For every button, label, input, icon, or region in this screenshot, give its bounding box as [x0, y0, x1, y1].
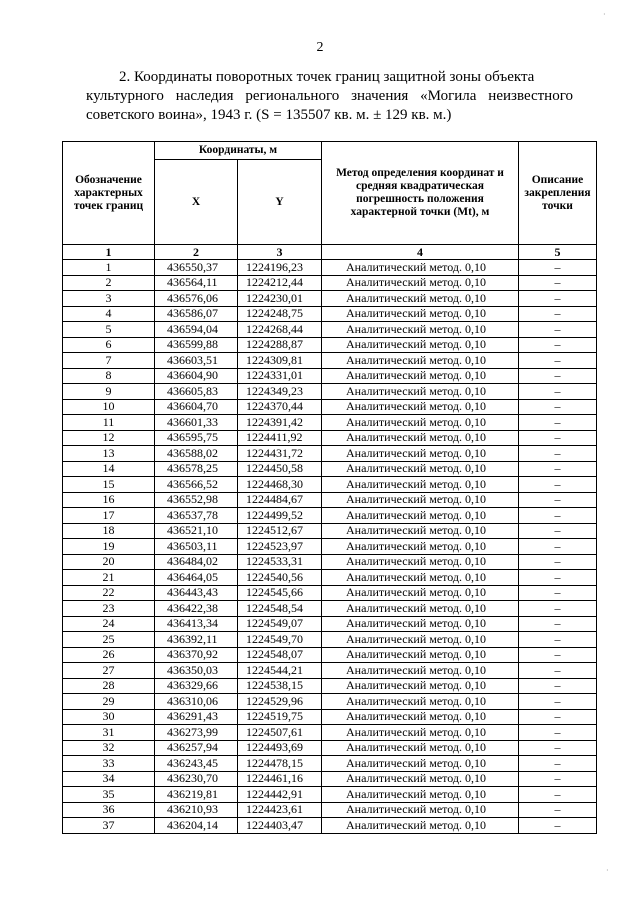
y-coordinate-cell: 1224484,67 — [238, 492, 322, 508]
method-cell: Аналитический метод. 0,10 — [322, 477, 519, 493]
point-number-cell: 36 — [63, 802, 155, 818]
y-coordinate-cell: 1224423,61 — [238, 802, 322, 818]
y-coordinate-cell: 1224549,07 — [238, 616, 322, 632]
description-cell: – — [519, 554, 597, 570]
method-cell: Аналитический метод. 0,10 — [322, 384, 519, 400]
point-number-cell: 12 — [63, 430, 155, 446]
method-cell: Аналитический метод. 0,10 — [322, 291, 519, 307]
x-coordinate-cell: 436443,43 — [155, 585, 238, 601]
x-coordinate-cell: 436604,90 — [155, 368, 238, 384]
table-row — [63, 337, 597, 353]
y-coordinate-cell: 1224196,23 — [238, 260, 322, 276]
description-cell: – — [519, 601, 597, 617]
description-cell: – — [519, 260, 597, 276]
point-number-cell: 7 — [63, 353, 155, 369]
table-row — [63, 756, 597, 772]
method-cell: Аналитический метод. 0,10 — [322, 554, 519, 570]
table-row — [63, 663, 597, 679]
table-row — [63, 306, 597, 322]
y-coordinate-cell: 1224468,30 — [238, 477, 322, 493]
table-row — [63, 523, 597, 539]
y-coordinate-cell: 1224403,47 — [238, 818, 322, 834]
column-number: 2 — [155, 245, 238, 260]
y-coordinate-cell: 1224540,56 — [238, 570, 322, 586]
point-number-cell: 29 — [63, 694, 155, 710]
method-cell: Аналитический метод. 0,10 — [322, 353, 519, 369]
method-cell: Аналитический метод. 0,10 — [322, 461, 519, 477]
scan-mark: · — [603, 10, 606, 19]
method-cell: Аналитический метод. 0,10 — [322, 322, 519, 338]
point-number-cell: 1 — [63, 260, 155, 276]
description-cell: – — [519, 415, 597, 431]
y-coordinate-cell: 1224331,01 — [238, 368, 322, 384]
table-row — [63, 322, 597, 338]
description-cell: – — [519, 570, 597, 586]
point-number-cell: 4 — [63, 306, 155, 322]
x-coordinate-cell: 436605,83 — [155, 384, 238, 400]
method-cell: Аналитический метод. 0,10 — [322, 446, 519, 462]
method-cell: Аналитический метод. 0,10 — [322, 260, 519, 276]
table-row — [63, 647, 597, 663]
description-cell: – — [519, 337, 597, 353]
x-coordinate-cell: 436594,04 — [155, 322, 238, 338]
description-cell: – — [519, 523, 597, 539]
table-row — [63, 415, 597, 431]
x-coordinate-cell: 436243,45 — [155, 756, 238, 772]
point-number-cell: 23 — [63, 601, 155, 617]
description-cell: – — [519, 461, 597, 477]
y-coordinate-cell: 1224533,31 — [238, 554, 322, 570]
point-number-cell: 13 — [63, 446, 155, 462]
method-cell: Аналитический метод. 0,10 — [322, 678, 519, 694]
method-cell: Аналитический метод. 0,10 — [322, 368, 519, 384]
table-row — [63, 709, 597, 725]
header-x: X — [155, 160, 238, 245]
point-number-cell: 22 — [63, 585, 155, 601]
description-cell: – — [519, 678, 597, 694]
point-number-cell: 18 — [63, 523, 155, 539]
section-heading — [86, 68, 573, 125]
point-number-cell: 21 — [63, 570, 155, 586]
point-number-cell: 31 — [63, 725, 155, 741]
table-row — [63, 632, 597, 648]
header-point-designation: Обозначение характерных точек границ — [63, 142, 155, 245]
table-row — [63, 508, 597, 524]
header-y: Y — [238, 160, 322, 245]
x-coordinate-cell: 436595,75 — [155, 430, 238, 446]
table-row — [63, 771, 597, 787]
table-row — [63, 461, 597, 477]
y-coordinate-cell: 1224529,96 — [238, 694, 322, 710]
y-coordinate-cell: 1224548,54 — [238, 601, 322, 617]
x-coordinate-cell: 436350,03 — [155, 663, 238, 679]
x-coordinate-cell: 436210,93 — [155, 802, 238, 818]
point-number-cell: 37 — [63, 818, 155, 834]
y-coordinate-cell: 1224549,70 — [238, 632, 322, 648]
point-number-cell: 33 — [63, 756, 155, 772]
table-row — [63, 725, 597, 741]
description-cell: – — [519, 368, 597, 384]
point-number-cell: 15 — [63, 477, 155, 493]
x-coordinate-cell: 436503,11 — [155, 539, 238, 555]
table-row — [63, 353, 597, 369]
method-cell: Аналитический метод. 0,10 — [322, 337, 519, 353]
heading-line-1: 2. Координаты поворотных точек границ защитной зоны объекта — [119, 69, 535, 85]
description-cell: – — [519, 322, 597, 338]
table-row — [63, 818, 597, 834]
point-number-cell: 14 — [63, 461, 155, 477]
table-row — [63, 694, 597, 710]
table-row — [63, 740, 597, 756]
method-cell: Аналитический метод. 0,10 — [322, 663, 519, 679]
x-coordinate-cell: 436230,70 — [155, 771, 238, 787]
column-number: 4 — [322, 245, 519, 260]
point-number-cell: 35 — [63, 787, 155, 803]
y-coordinate-cell: 1224478,15 — [238, 756, 322, 772]
table-row — [63, 477, 597, 493]
y-coordinate-cell: 1224523,97 — [238, 539, 322, 555]
table-row — [63, 446, 597, 462]
point-number-cell: 30 — [63, 709, 155, 725]
description-cell: – — [519, 585, 597, 601]
point-number-cell: 20 — [63, 554, 155, 570]
y-coordinate-cell: 1224411,92 — [238, 430, 322, 446]
point-number-cell: 32 — [63, 740, 155, 756]
x-coordinate-cell: 436392,11 — [155, 632, 238, 648]
method-cell: Аналитический метод. 0,10 — [322, 725, 519, 741]
method-cell: Аналитический метод. 0,10 — [322, 740, 519, 756]
table-row — [63, 539, 597, 555]
method-cell: Аналитический метод. 0,10 — [322, 802, 519, 818]
y-coordinate-cell: 1224431,72 — [238, 446, 322, 462]
x-coordinate-cell: 436464,05 — [155, 570, 238, 586]
method-cell: Аналитический метод. 0,10 — [322, 647, 519, 663]
y-coordinate-cell: 1224548,07 — [238, 647, 322, 663]
x-coordinate-cell: 436576,06 — [155, 291, 238, 307]
point-number-cell: 2 — [63, 275, 155, 291]
table-row — [63, 616, 597, 632]
y-coordinate-cell: 1224519,75 — [238, 709, 322, 725]
column-number: 3 — [238, 245, 322, 260]
point-number-cell: 25 — [63, 632, 155, 648]
method-cell: Аналитический метод. 0,10 — [322, 399, 519, 415]
column-number: 1 — [63, 245, 155, 260]
y-coordinate-cell: 1224499,52 — [238, 508, 322, 524]
description-cell: – — [519, 709, 597, 725]
description-cell: – — [519, 291, 597, 307]
method-cell: Аналитический метод. 0,10 — [322, 306, 519, 322]
page-number: 2 — [316, 40, 324, 55]
point-number-cell: 11 — [63, 415, 155, 431]
point-number-cell: 27 — [63, 663, 155, 679]
x-coordinate-cell: 436566,52 — [155, 477, 238, 493]
x-coordinate-cell: 436413,34 — [155, 616, 238, 632]
point-number-cell: 34 — [63, 771, 155, 787]
x-coordinate-cell: 436578,25 — [155, 461, 238, 477]
description-cell: – — [519, 771, 597, 787]
x-coordinate-cell: 436588,02 — [155, 446, 238, 462]
y-coordinate-cell: 1224450,58 — [238, 461, 322, 477]
description-cell: – — [519, 632, 597, 648]
y-coordinate-cell: 1224288,87 — [238, 337, 322, 353]
table-row — [63, 275, 597, 291]
description-cell: – — [519, 802, 597, 818]
description-cell: – — [519, 477, 597, 493]
description-cell: – — [519, 539, 597, 555]
y-coordinate-cell: 1224545,66 — [238, 585, 322, 601]
method-cell: Аналитический метод. 0,10 — [322, 787, 519, 803]
method-cell: Аналитический метод. 0,10 — [322, 415, 519, 431]
y-coordinate-cell: 1224391,42 — [238, 415, 322, 431]
method-cell: Аналитический метод. 0,10 — [322, 756, 519, 772]
x-coordinate-cell: 436599,88 — [155, 337, 238, 353]
description-cell: – — [519, 818, 597, 834]
coordinates-table — [62, 141, 597, 834]
method-cell: Аналитический метод. 0,10 — [322, 818, 519, 834]
method-cell: Аналитический метод. 0,10 — [322, 694, 519, 710]
table-row — [63, 601, 597, 617]
y-coordinate-cell: 1224349,23 — [238, 384, 322, 400]
x-coordinate-cell: 436422,38 — [155, 601, 238, 617]
description-cell: – — [519, 740, 597, 756]
x-coordinate-cell: 436564,11 — [155, 275, 238, 291]
table-row — [63, 678, 597, 694]
description-cell: – — [519, 508, 597, 524]
point-number-cell: 5 — [63, 322, 155, 338]
table-row — [63, 802, 597, 818]
table-row — [63, 787, 597, 803]
point-number-cell: 3 — [63, 291, 155, 307]
y-coordinate-cell: 1224461,16 — [238, 771, 322, 787]
x-coordinate-cell: 436586,07 — [155, 306, 238, 322]
description-cell: – — [519, 787, 597, 803]
method-cell: Аналитический метод. 0,10 — [322, 616, 519, 632]
table-row — [63, 399, 597, 415]
table-row — [63, 492, 597, 508]
description-cell: – — [519, 492, 597, 508]
table-row — [63, 430, 597, 446]
description-cell: – — [519, 446, 597, 462]
y-coordinate-cell: 1224538,15 — [238, 678, 322, 694]
table-row — [63, 585, 597, 601]
x-coordinate-cell: 436370,92 — [155, 647, 238, 663]
description-cell: – — [519, 275, 597, 291]
point-number-cell: 17 — [63, 508, 155, 524]
y-coordinate-cell: 1224493,69 — [238, 740, 322, 756]
method-cell: Аналитический метод. 0,10 — [322, 585, 519, 601]
point-number-cell: 16 — [63, 492, 155, 508]
point-number-cell: 6 — [63, 337, 155, 353]
table-row — [63, 368, 597, 384]
table-row — [63, 554, 597, 570]
description-cell: – — [519, 353, 597, 369]
x-coordinate-cell: 436552,98 — [155, 492, 238, 508]
description-cell: – — [519, 756, 597, 772]
point-number-cell: 24 — [63, 616, 155, 632]
x-coordinate-cell: 436204,14 — [155, 818, 238, 834]
x-coordinate-cell: 436601,33 — [155, 415, 238, 431]
x-coordinate-cell: 436484,02 — [155, 554, 238, 570]
point-number-cell: 19 — [63, 539, 155, 555]
column-number: 5 — [519, 245, 597, 260]
x-coordinate-cell: 436537,78 — [155, 508, 238, 524]
x-coordinate-cell: 436521,10 — [155, 523, 238, 539]
description-cell: – — [519, 694, 597, 710]
y-coordinate-cell: 1224544,21 — [238, 663, 322, 679]
method-cell: Аналитический метод. 0,10 — [322, 275, 519, 291]
x-coordinate-cell: 436219,81 — [155, 787, 238, 803]
table-body — [63, 260, 597, 834]
point-number-cell: 26 — [63, 647, 155, 663]
method-cell: Аналитический метод. 0,10 — [322, 632, 519, 648]
y-coordinate-cell: 1224309,81 — [238, 353, 322, 369]
method-cell: Аналитический метод. 0,10 — [322, 430, 519, 446]
method-cell: Аналитический метод. 0,10 — [322, 508, 519, 524]
y-coordinate-cell: 1224248,75 — [238, 306, 322, 322]
x-coordinate-cell: 436550,37 — [155, 260, 238, 276]
scan-mark: · — [606, 866, 609, 875]
description-cell: – — [519, 647, 597, 663]
y-coordinate-cell: 1224442,91 — [238, 787, 322, 803]
x-coordinate-cell: 436603,51 — [155, 353, 238, 369]
x-coordinate-cell: 436291,43 — [155, 709, 238, 725]
header-method: Метод определения координат и средняя квадратическая погрешность положения характерной точки (Mt), м — [322, 142, 519, 245]
description-cell: – — [519, 725, 597, 741]
y-coordinate-cell: 1224512,67 — [238, 523, 322, 539]
point-number-cell: 8 — [63, 368, 155, 384]
method-cell: Аналитический метод. 0,10 — [322, 709, 519, 725]
header-description: Описание закрепления точки — [519, 142, 597, 245]
x-coordinate-cell: 436310,06 — [155, 694, 238, 710]
x-coordinate-cell: 436273,99 — [155, 725, 238, 741]
table-row — [63, 260, 597, 276]
y-coordinate-cell: 1224212,44 — [238, 275, 322, 291]
x-coordinate-cell: 436604,70 — [155, 399, 238, 415]
method-cell: Аналитический метод. 0,10 — [322, 601, 519, 617]
method-cell: Аналитический метод. 0,10 — [322, 523, 519, 539]
y-coordinate-cell: 1224507,61 — [238, 725, 322, 741]
header-coordinates: Координаты, м — [155, 142, 322, 160]
method-cell: Аналитический метод. 0,10 — [322, 771, 519, 787]
heading-line-rest: культурного наследия регионального значения «Могила неизвестного советского воина», 1943 г. (S = 135507 кв. м. ± 129 кв. м.) — [86, 88, 573, 123]
table-row — [63, 384, 597, 400]
x-coordinate-cell: 436329,66 — [155, 678, 238, 694]
description-cell: – — [519, 306, 597, 322]
table-row — [63, 291, 597, 307]
point-number-cell: 10 — [63, 399, 155, 415]
description-cell: – — [519, 384, 597, 400]
method-cell: Аналитический метод. 0,10 — [322, 492, 519, 508]
method-cell: Аналитический метод. 0,10 — [322, 570, 519, 586]
y-coordinate-cell: 1224268,44 — [238, 322, 322, 338]
table-row — [63, 570, 597, 586]
method-cell: Аналитический метод. 0,10 — [322, 539, 519, 555]
point-number-cell: 28 — [63, 678, 155, 694]
y-coordinate-cell: 1224230,01 — [238, 291, 322, 307]
point-number-cell: 9 — [63, 384, 155, 400]
x-coordinate-cell: 436257,94 — [155, 740, 238, 756]
description-cell: – — [519, 399, 597, 415]
description-cell: – — [519, 616, 597, 632]
description-cell: – — [519, 663, 597, 679]
y-coordinate-cell: 1224370,44 — [238, 399, 322, 415]
description-cell: – — [519, 430, 597, 446]
